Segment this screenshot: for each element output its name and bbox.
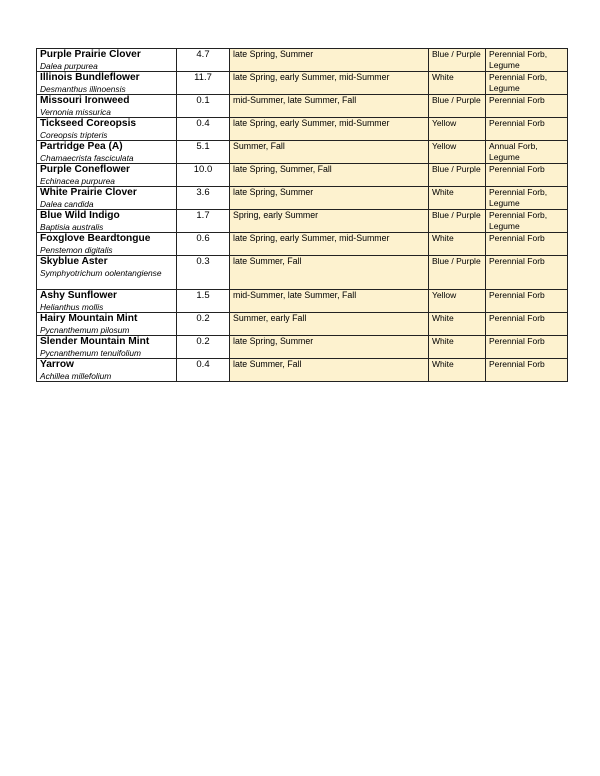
scientific-name: Echinacea purpurea [40, 176, 115, 186]
seeding-rate-cell: 10.0 [177, 164, 230, 187]
table-row [37, 233, 568, 256]
seeding-rate-cell: 11.7 [177, 72, 230, 95]
seeding-rate-cell: 1.7 [177, 210, 230, 233]
common-name: Skyblue Aster [40, 256, 108, 267]
bloom-time-cell: Summer, early Fall [230, 313, 429, 336]
table-row [37, 359, 568, 382]
plant-type-cell: Perennial Forb [486, 95, 568, 118]
bloom-time-cell: late Spring, Summer, Fall [230, 164, 429, 187]
species-name-cell [37, 336, 177, 359]
bloom-time-cell: late Spring, early Summer, mid-Summer [230, 118, 429, 141]
bloom-time-cell: mid-Summer, late Summer, Fall [230, 95, 429, 118]
scientific-name: Penstemon digitalis [40, 245, 113, 255]
plant-type-cell: Perennial Forb [486, 164, 568, 187]
plant-type-cell: Perennial Forb [486, 118, 568, 141]
seeding-rate-cell: 0.2 [177, 336, 230, 359]
plant-type-cell: Perennial Forb [486, 313, 568, 336]
flower-color-cell: Blue / Purple [429, 95, 486, 118]
flower-color-cell: White [429, 72, 486, 95]
common-name: Illinois Bundleflower [40, 72, 140, 83]
plant-type-cell: Perennial Forb, Legume [486, 210, 568, 233]
flower-color-cell: Blue / Purple [429, 164, 486, 187]
common-name: White Prairie Clover [40, 187, 137, 198]
seeding-rate-cell: 3.6 [177, 187, 230, 210]
seeding-rate-cell: 0.4 [177, 359, 230, 382]
seeding-rate-cell: 0.2 [177, 313, 230, 336]
table-row [37, 210, 568, 233]
plant-type-cell: Perennial Forb, Legume [486, 49, 568, 72]
flower-color-cell: White [429, 336, 486, 359]
common-name: Blue Wild Indigo [40, 210, 120, 221]
plant-type-cell: Perennial Forb [486, 290, 568, 313]
species-name-cell [37, 141, 177, 164]
flower-color-cell: White [429, 233, 486, 256]
species-name-cell [37, 313, 177, 336]
flower-color-cell: Blue / Purple [429, 210, 486, 233]
scientific-name: Achillea millefolium [40, 371, 112, 381]
plant-type-cell: Perennial Forb [486, 233, 568, 256]
seeding-rate-cell: 1.5 [177, 290, 230, 313]
bloom-time-cell: late Summer, Fall [230, 256, 429, 290]
common-name: Missouri Ironweed [40, 95, 130, 106]
species-name-cell [37, 290, 177, 313]
seeding-rate-cell: 0.4 [177, 118, 230, 141]
bloom-time-cell: late Spring, early Summer, mid-Summer [230, 233, 429, 256]
scientific-name: Dalea candida [40, 199, 94, 209]
bloom-time-cell: late Spring, Summer [230, 187, 429, 210]
species-name-cell [37, 164, 177, 187]
species-name-cell [37, 95, 177, 118]
table-row [37, 313, 568, 336]
table-row [37, 49, 568, 72]
scientific-name: Chamaecrista fasciculata [40, 153, 134, 163]
plant-type-cell: Perennial Forb, Legume [486, 187, 568, 210]
table-row [37, 118, 568, 141]
seeding-rate-cell: 0.6 [177, 233, 230, 256]
species-table [36, 48, 568, 382]
table-row [37, 336, 568, 359]
table-row [37, 164, 568, 187]
plant-type-cell: Perennial Forb, Legume [486, 72, 568, 95]
common-name: Purple Coneflower [40, 164, 131, 175]
scientific-name: Baptisia australis [40, 222, 104, 232]
table-row [37, 141, 568, 164]
bloom-time-cell: mid-Summer, late Summer, Fall [230, 290, 429, 313]
table-row [37, 187, 568, 210]
common-name: Slender Mountain Mint [40, 336, 150, 347]
scientific-name: Helianthus mollis [40, 302, 104, 312]
scientific-name: Pycnanthemum pilosum [40, 325, 130, 335]
seeding-rate-cell: 0.1 [177, 95, 230, 118]
scientific-name: Desmanthus illinoensis [40, 84, 126, 94]
flower-color-cell: Yellow [429, 118, 486, 141]
species-name-cell [37, 233, 177, 256]
table-row [37, 95, 568, 118]
scientific-name: Vernonia missurica [40, 107, 111, 117]
flower-color-cell: Blue / Purple [429, 49, 486, 72]
flower-color-cell: Yellow [429, 290, 486, 313]
table-row [37, 72, 568, 95]
species-name-cell [37, 210, 177, 233]
bloom-time-cell: Spring, early Summer [230, 210, 429, 233]
flower-color-cell: Blue / Purple [429, 256, 486, 290]
bloom-time-cell: late Spring, early Summer, mid-Summer [230, 72, 429, 95]
common-name: Purple Prairie Clover [40, 49, 141, 60]
common-name: Hairy Mountain Mint [40, 313, 138, 324]
flower-color-cell: White [429, 187, 486, 210]
flower-color-cell: Yellow [429, 141, 486, 164]
scientific-name: Symphyotrichum oolentangiense [40, 268, 162, 278]
scientific-name: Coreopsis tripteris [40, 130, 108, 140]
scientific-name: Pycnanthemum tenuifolium [40, 348, 142, 358]
common-name: Tickseed Coreopsis [40, 118, 137, 129]
seeding-rate-cell: 4.7 [177, 49, 230, 72]
flower-color-cell: White [429, 359, 486, 382]
plant-type-cell: Perennial Forb [486, 359, 568, 382]
table-row [37, 256, 568, 290]
species-name-cell [37, 187, 177, 210]
bloom-time-cell: late Spring, Summer [230, 49, 429, 72]
common-name: Yarrow [40, 359, 74, 370]
plant-type-cell: Perennial Forb [486, 256, 568, 290]
species-name-cell [37, 49, 177, 72]
table-body [37, 49, 568, 382]
flower-color-cell: White [429, 313, 486, 336]
bloom-time-cell: late Summer, Fall [230, 359, 429, 382]
common-name: Partridge Pea (A) [40, 141, 123, 152]
plant-type-cell: Annual Forb, Legume [486, 141, 568, 164]
scientific-name: Dalea purpurea [40, 61, 98, 71]
species-name-cell [37, 72, 177, 95]
bloom-time-cell: Summer, Fall [230, 141, 429, 164]
species-name-cell [37, 256, 177, 290]
species-name-cell [37, 118, 177, 141]
species-name-cell [37, 359, 177, 382]
bloom-time-cell: late Spring, Summer [230, 336, 429, 359]
table-row [37, 290, 568, 313]
seeding-rate-cell: 0.3 [177, 256, 230, 290]
plant-type-cell: Perennial Forb [486, 336, 568, 359]
common-name: Foxglove Beardtongue [40, 233, 151, 244]
common-name: Ashy Sunflower [40, 290, 117, 301]
seeding-rate-cell: 5.1 [177, 141, 230, 164]
